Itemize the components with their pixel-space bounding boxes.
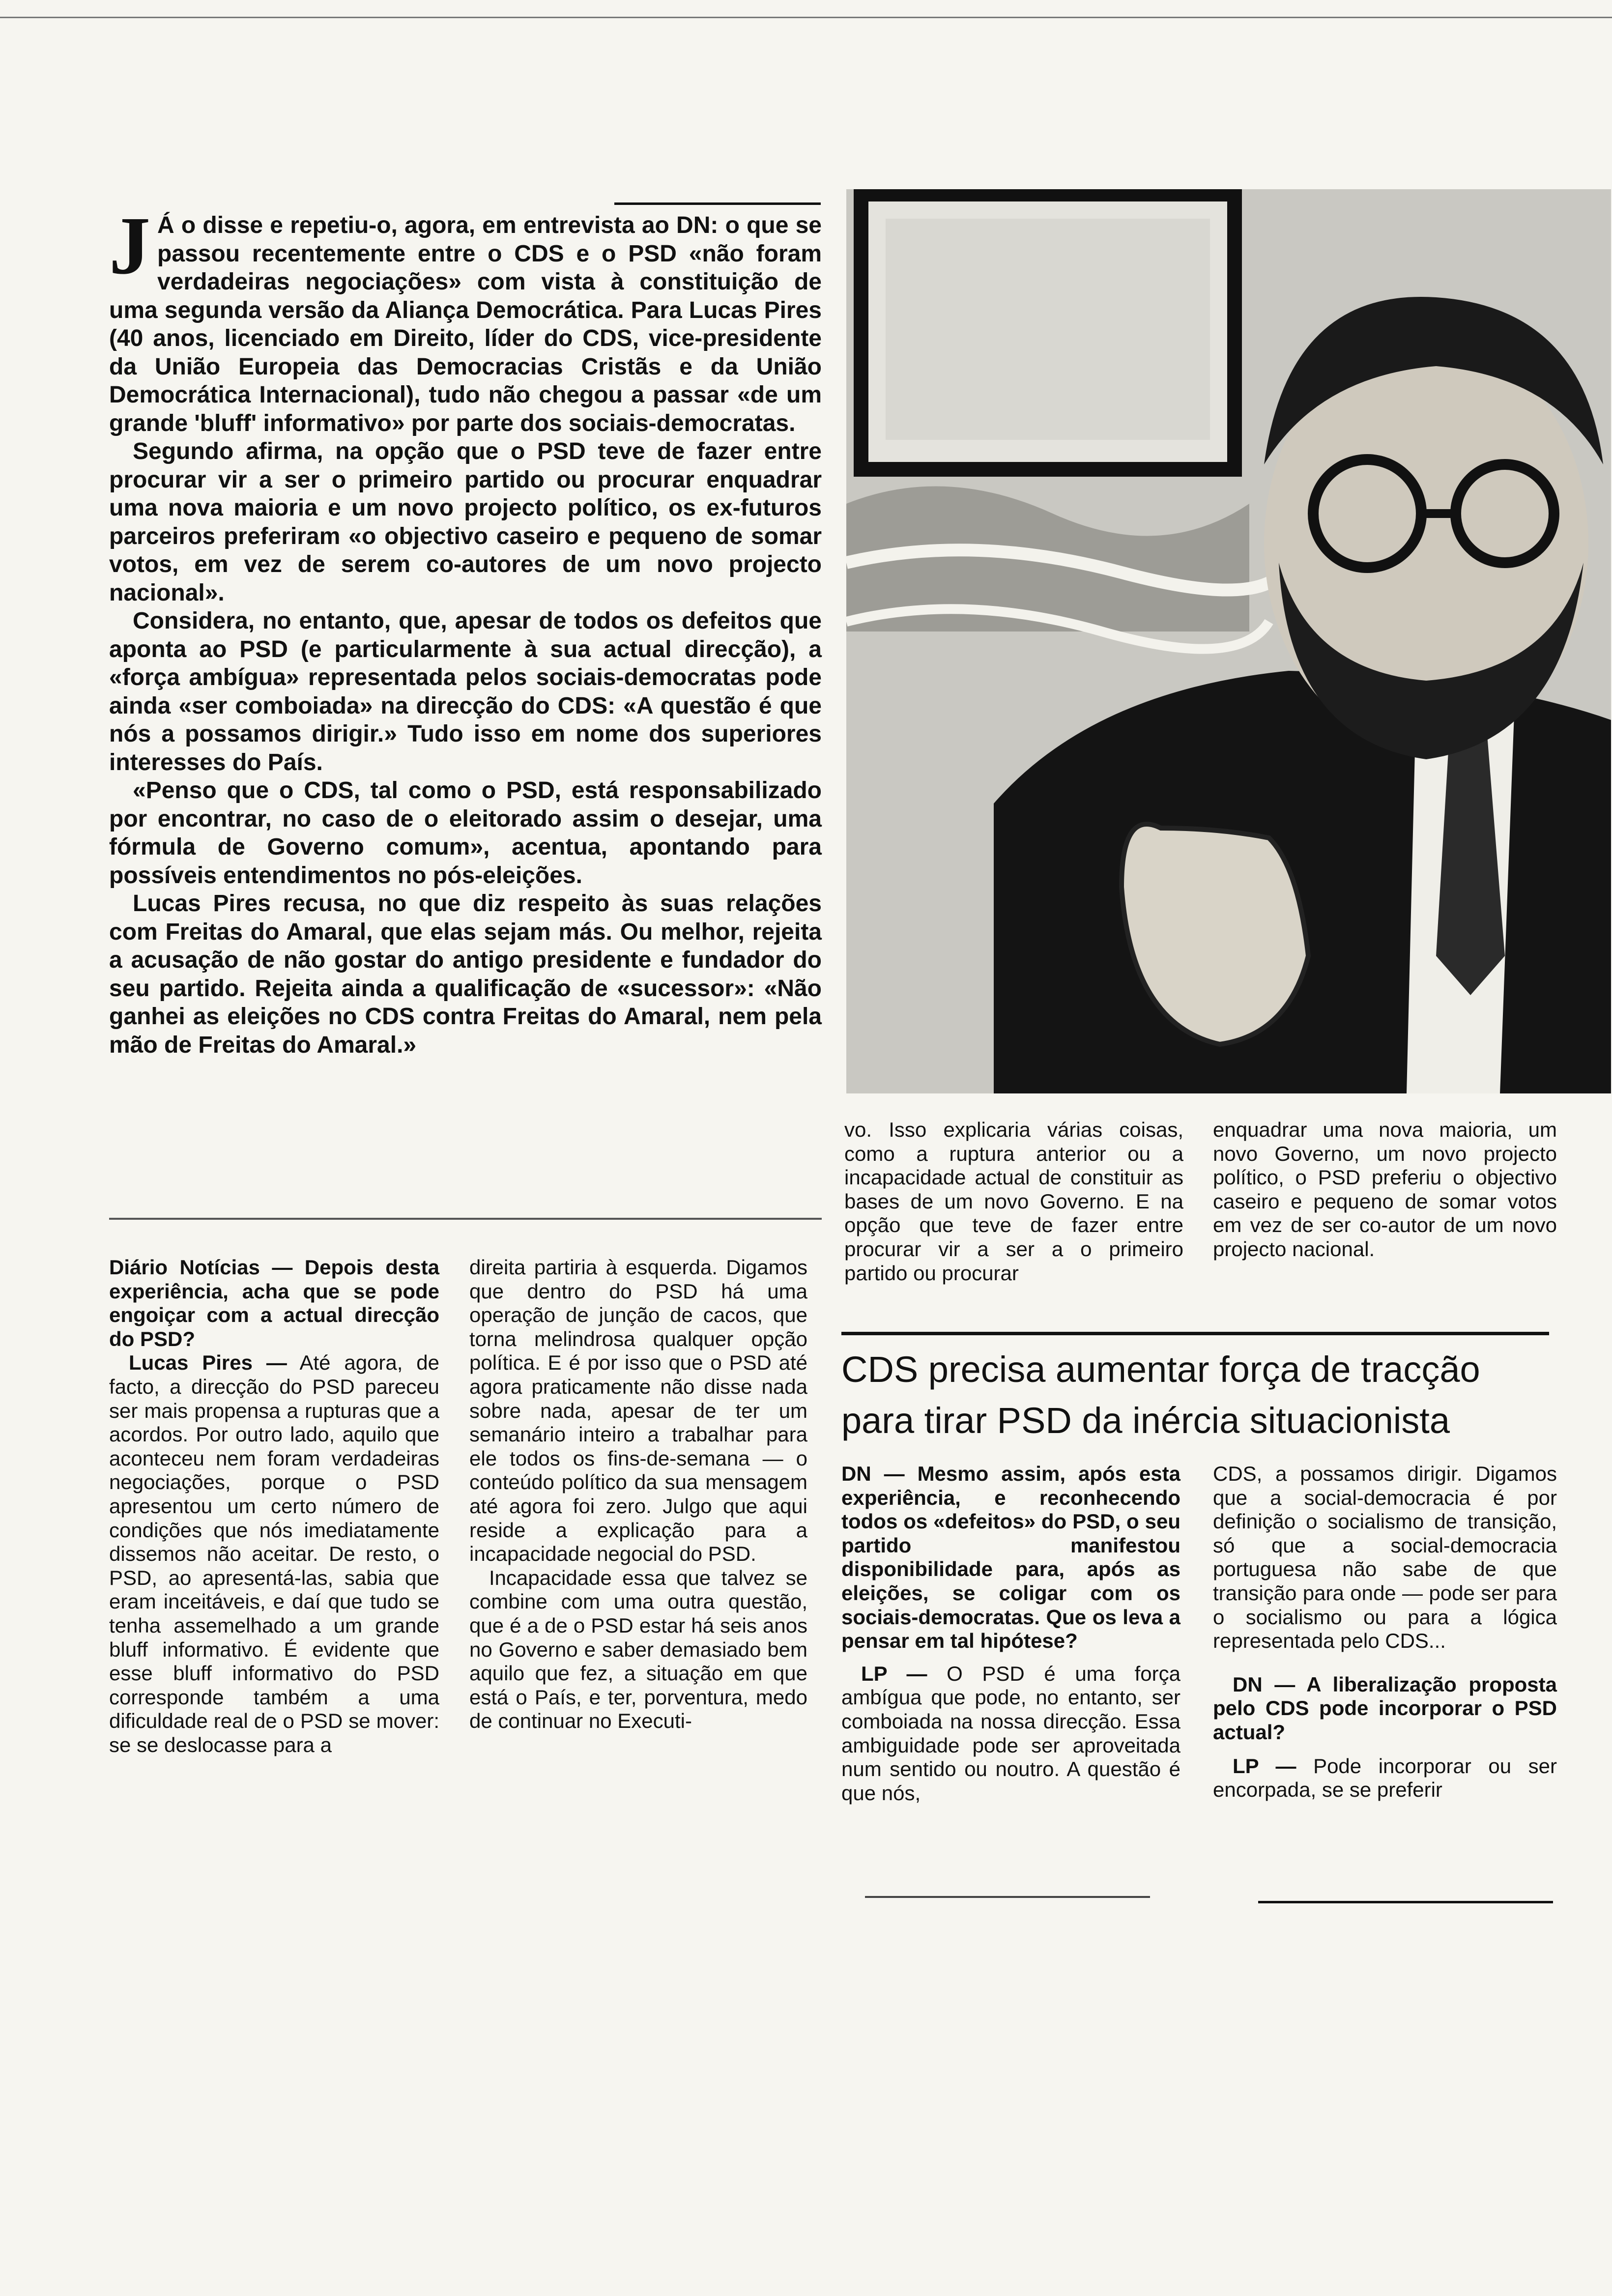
column-paragraph: CDS, a possamos dirigir. Digamos que a social-democracia é por definição o socialismo de transição, só que a social-democracia portuguesa não sabe de que transição para onde — pode ser para o socialismo ou para a lógica representada pelo CDS... [1213, 1462, 1557, 1653]
interview-answer [841, 1662, 1180, 1806]
interview-question: DN — A liberalização proposta pelo CDS pode incorporar o PSD actual? [1213, 1672, 1557, 1744]
interview-column-6 [1213, 1462, 1557, 1802]
interview-column-1 [109, 1256, 439, 1757]
bottom-rule-right [1258, 1901, 1553, 1903]
column-paragraph: direita partiria à esquerda. Digamos que dentro do PSD há uma operação de junção de cacos, que torna melindrosa qualquer opção política. E é por isso que o PSD até agora praticamente não disse nada sobre nada, apesar de ter um semanário inteiro a trabalhar para ele todos os fins-de-semana — o conteúdo político da sua mensagem até agora foi zero. Julgo que aqui reside a explicação para a incapacidade negocial do PSD. [469, 1256, 807, 1566]
answer-text: O PSD é uma força ambígua que pode, no entanto, ser comboiada na nossa direcção. Essa ambiguidade pode ser aproveitada num sentido ou noutro. A questão é que nós, [841, 1662, 1180, 1805]
lead-paragraph: Lucas Pires recusa, no que diz respeito às suas relações com Freitas do Amaral, que elas sejam más. Ou melhor, rejeita a acusação de não gostar do antigo presidente e fundador do seu partido. Rejeita ainda a qualificação de «sucessor»: «Não ganhei as eleições no CDS contra Freitas do Amaral, nem pela mão de Freitas do Amaral.» [109, 890, 822, 1058]
portrait-illustration [846, 189, 1611, 1093]
section-headline [841, 1344, 1569, 1446]
headline-line-1: CDS precisa aumentar força de tracção [841, 1349, 1480, 1390]
answer-speaker: LP — [861, 1662, 927, 1685]
column-paragraph: vo. Isso explicaria várias coisas, como a ruptura anterior ou a incapacidade actual de constituir as bases de um novo Governo. E na opção que teve de fazer entre procurar vir a ser a o primeiro partido ou procurar [844, 1118, 1183, 1285]
top-edge-rule [0, 17, 1612, 18]
drop-cap: J [109, 200, 150, 291]
lead-article [109, 200, 822, 1059]
column-paragraph: enquadrar uma nova maioria, um novo Governo, um novo projecto político, o PSD preferiu o objectivo caseiro e pequeno de somar votos em vez de ser co-autor de um novo projecto nacional. [1213, 1118, 1557, 1261]
answer-speaker: LP — [1233, 1754, 1296, 1778]
lead-paragraph: Á o disse e repetiu-o, agora, em entrevista ao DN: o que se passou recentemente entre o CDS e o PSD «não foram verdadeiras negociações» com vista à constituição de uma segunda versão da Aliança Democrática. Para Lucas Pires (40 anos, licenciado em Direito, líder do CDS, vice-presidente da União Europeia das Democracias Cristãs e da União Democrática Internacional), tudo não chegou a passar «de um grande 'bluff' informativo» por parte dos sociais-democratas. [109, 212, 822, 436]
bottom-rule-left [865, 1896, 1150, 1898]
lead-paragraph: «Penso que o CDS, tal como o PSD, está responsabilizado por encontrar, no caso de o eleitorado assim o desejar, uma fórmula de Governo comum», acentua, apontando para possíveis entendimentos no pós-eleições. [109, 777, 822, 889]
lead-paragraph: Segundo afirma, na opção que o PSD teve de fazer entre procurar vir a ser o primeiro partido ou procurar enquadrar uma nova maioria e um novo projecto político, os ex-futuros parceiros preferiram «o objectivo caseiro e pequeno de somar votos, em vez de serem co-autores de um novo projecto nacional». [109, 438, 822, 606]
answer-text: Até agora, de facto, a direcção do PSD pareceu ser mais propensa a rupturas que a acordos. Por outro lado, aquilo que aconteceu nem foram verdadeiras negociações, porque o PSD apresentou um certo número de condições que nós imediatamente dissemos não aceitar. De resto, o PSD, ao apresentá-las, sabia que eram inceitáveis, e daí que tudo se tenha assemelhado a um grande bluff informativo. É evidente que esse bluff informativo do PSD corresponde também a uma dificuldade real de o PSD se mover: se se deslocasse para a [109, 1351, 440, 1756]
interview-column-3 [844, 1118, 1183, 1285]
headline-line-2: para tirar PSD da inércia situacionista [841, 1400, 1450, 1441]
lead-top-rule [614, 202, 821, 205]
interview-question: Diário Notícias — Depois desta experiência, acha que se pode engoiçar com a actual direcção do PSD? [109, 1256, 439, 1350]
interview-column-2 [469, 1256, 807, 1733]
portrait-photo [846, 189, 1611, 1093]
headline-top-rule [841, 1332, 1549, 1335]
answer-speaker: Lucas Pires — [129, 1351, 287, 1375]
lead-bottom-rule [109, 1218, 822, 1220]
interview-column-5 [841, 1462, 1180, 1805]
lead-paragraph: Considera, no entanto, que, apesar de todos os defeitos que aponta ao PSD (e particularmente à sua actual direcção), a «força ambígua» representada pelos sociais-democratas pode ainda «ser comboiada» na direcção do CDS: «A questão é que nós a possamos dirigir.» Tudo isso em nome dos superiores interesses do País. [109, 608, 822, 775]
interview-question: DN — Mesmo assim, após esta experiência, e reconhecendo todos os «defeitos» do PSD, o seu partido manifestou disponibilidade para, após as eleições, se coligar com os sociais-democratas. Que os leva a pensar em tal hipótese? [841, 1462, 1180, 1653]
column-paragraph: Incapacidade essa que talvez se combine com uma outra questão, que é a de o PSD estar há seis anos no Governo e saber demasiado bem aquilo que fez, a situação em que está o País, e ter, porventura, medo de continuar no Executi- [469, 1566, 807, 1733]
interview-answer [1213, 1754, 1557, 1802]
interview-column-4 [1213, 1118, 1557, 1262]
interview-answer [109, 1351, 439, 1757]
answer-text: Pode incorporar ou ser encorpada, se se preferir [1213, 1754, 1557, 1802]
